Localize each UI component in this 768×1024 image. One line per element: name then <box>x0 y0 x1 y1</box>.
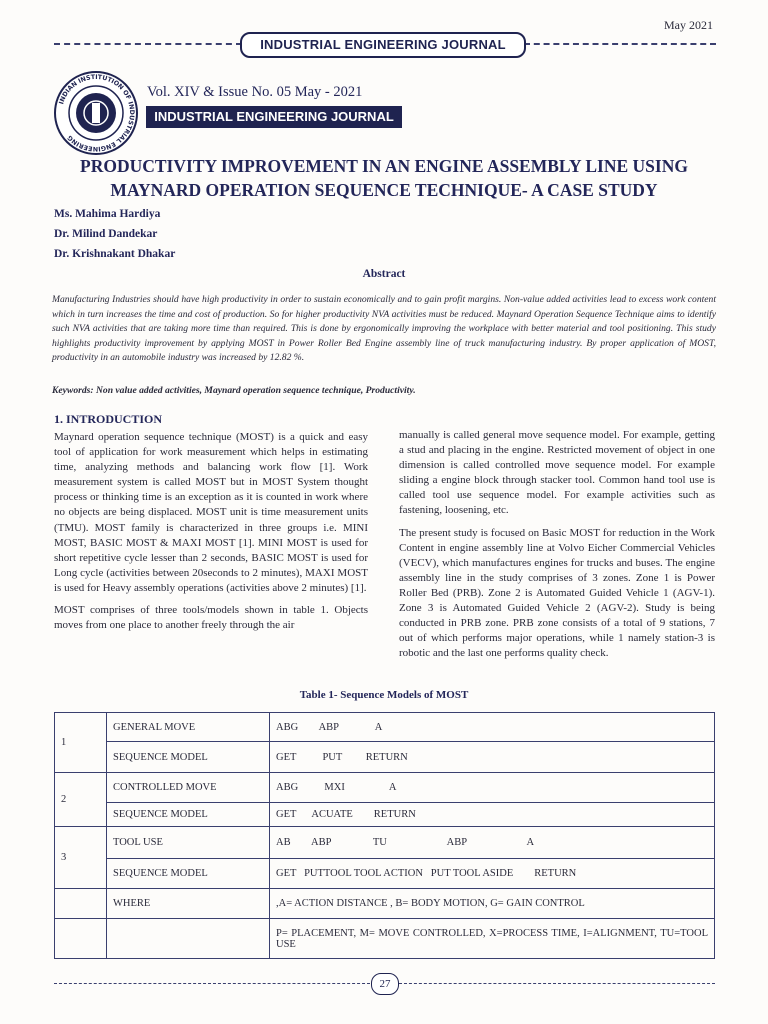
paper-title-line2: MAYNARD OPERATION SEQUENCE TECHNIQUE- A CASE STUDY <box>110 180 658 200</box>
footer-rule-left <box>54 983 370 984</box>
abstract-text: Manufacturing Industries should have high productivity in order to sustain economically and to gain profit margins. Non-value added activities lead to excess work content which in turn increases the time and cost of production. So for higher productivity NVA activities must be reduced. Maynard Operation Sequence Technique aims to identify such NVA activities that are taking more time than required. This is done by ergonomically improving the workplace with better material and tool positioning. This study highlights productivity improvement by applying MOST in Power Roller Bed Engine assembly line of truck manufacturing industry. By proper application of MOST, productivity in an automobile industry was increased by 12.82 %. <box>52 294 716 363</box>
table-cell-label <box>107 919 270 959</box>
table-cell-label: GENERAL MOVE <box>107 713 270 742</box>
table-cell-num: 3 <box>55 827 107 889</box>
page-number: 27 <box>371 973 399 995</box>
table-cell-code: P= PLACEMENT, M= MOVE CONTROLLED, X=PROCESS TIME, I=ALIGNMENT, TU=TOOL USE <box>270 919 715 959</box>
table-cell-code: ,A= ACTION DISTANCE , B= BODY MOTION, G= GAIN CONTROL <box>270 889 715 919</box>
svg-text:INDIAN INSTITUTION OF INDUSTRI: INDIAN INSTITUTION OF INDUSTRIAL ENGINEERING <box>58 73 136 153</box>
table-cell-num: 2 <box>55 773 107 827</box>
header-date: May 2021 <box>664 18 713 32</box>
table-cell-num <box>55 889 107 919</box>
table-cell-code: ABG ABP A <box>270 713 715 742</box>
author-3: Dr. Krishnakant Dhakar <box>54 248 176 260</box>
table-cell-num: 1 <box>55 713 107 773</box>
section-heading-introduction: 1. INTRODUCTION <box>54 412 163 426</box>
right-paragraph-1: manually is called general move sequence model. For example, getting a stud and placing in the engine. Restricted movement of object in one dimension is called controlled move sequence model. For example sliding a engine block through stacker tool. Common hand tool use is called tool use sequence model. For example activities such as fastening, loosening, etc. <box>399 429 715 517</box>
header-rule-right <box>524 43 716 45</box>
left-column <box>54 430 368 640</box>
table-cell-code: ABG MXI A <box>270 773 715 803</box>
table-cell-label: WHERE <box>107 889 270 919</box>
header-rule-left <box>54 43 242 45</box>
author-2: Dr. Milind Dandekar <box>54 228 158 240</box>
table-cell-label: SEQUENCE MODEL <box>107 742 270 773</box>
volume-issue: Vol. XIV & Issue No. 05 May - 2021 <box>147 84 363 100</box>
table-cell-label: SEQUENCE MODEL <box>107 859 270 889</box>
table-cell-code: GET ACUATE RETURN <box>270 803 715 827</box>
table-cell-label: SEQUENCE MODEL <box>107 803 270 827</box>
table-cell-code: GET PUTTOOL TOOL ACTION PUT TOOL ASIDE RETURN <box>270 859 715 889</box>
table-cell-code: GET PUT RETURN <box>270 742 715 773</box>
author-1: Ms. Mahima Hardiya <box>54 208 161 220</box>
header-banner: INDUSTRIAL ENGINEERING JOURNAL <box>240 32 526 58</box>
journal-name-box: INDUSTRIAL ENGINEERING JOURNAL <box>146 106 402 128</box>
table-cell-num <box>55 919 107 959</box>
table-cell-code: AB ABP TU ABP A <box>270 827 715 859</box>
most-sequence-table <box>54 712 715 959</box>
abstract-heading: Abstract <box>362 268 406 280</box>
institution-seal-logo <box>53 70 139 156</box>
right-column <box>399 428 715 668</box>
footer-rule-right <box>399 983 715 984</box>
left-paragraph-2: MOST comprises of three tools/models shown in table 1. Objects moves from one place to another freely through the air <box>54 604 368 632</box>
left-paragraph-1: Maynard operation sequence technique (MOST) is a quick and easy tool of application for work measurement which helps in estimating time, analyzing methods and balancing work flow [1]. Work measurement system is called MOST but in MOST System thought process or thinking time is an exception as it is counted in work where no objects are being displaced. MOST unit is time measurement units (TMU). MOST family is characterized in three groups i.e. MINI MOST, BASIC MOST & MAXI MOST [1]. MINI MOST is used for short repetitive cycle lesser than 2 seconds, BASIC MOST is used for Long cycle (activities between 20seconds to 2 minutes), MAXI MOST is used for Heavy assembly operations (activities above 2 minutes) [1]. <box>54 431 368 594</box>
table-cell-label: CONTROLLED MOVE <box>107 773 270 803</box>
right-paragraph-2: The present study is focused on Basic MOST for reduction in the Work Content in engine assembly line at Volvo Eicher Commercial Vehicles (VECV), which manufactures engines for trucks and buses. The engine assembly line in the study comprises of 3 zones. Zone 1 is Power Roller Bed (PRB). Zone 2 is Automated Guided Vehicle 1 (AGV-1). Zone 3 is Automated Guided Vehicle 2 (AGV-2). Study is being conducted in PRB zone. PRB zone consists of a total of 9 stations, 7 out of which performs major operations, while 1 namely station-3 is robotic and the last one performs quality check. <box>399 526 715 660</box>
keywords: Keywords: Non value added activities, Maynard operation sequence technique, Productivity. <box>52 385 416 396</box>
paper-title-line1: PRODUCTIVITY IMPROVEMENT IN AN ENGINE ASSEMBLY LINE USING <box>80 156 688 176</box>
table-caption: Table 1- Sequence Models of MOST <box>299 689 469 701</box>
table-cell-label: TOOL USE <box>107 827 270 859</box>
